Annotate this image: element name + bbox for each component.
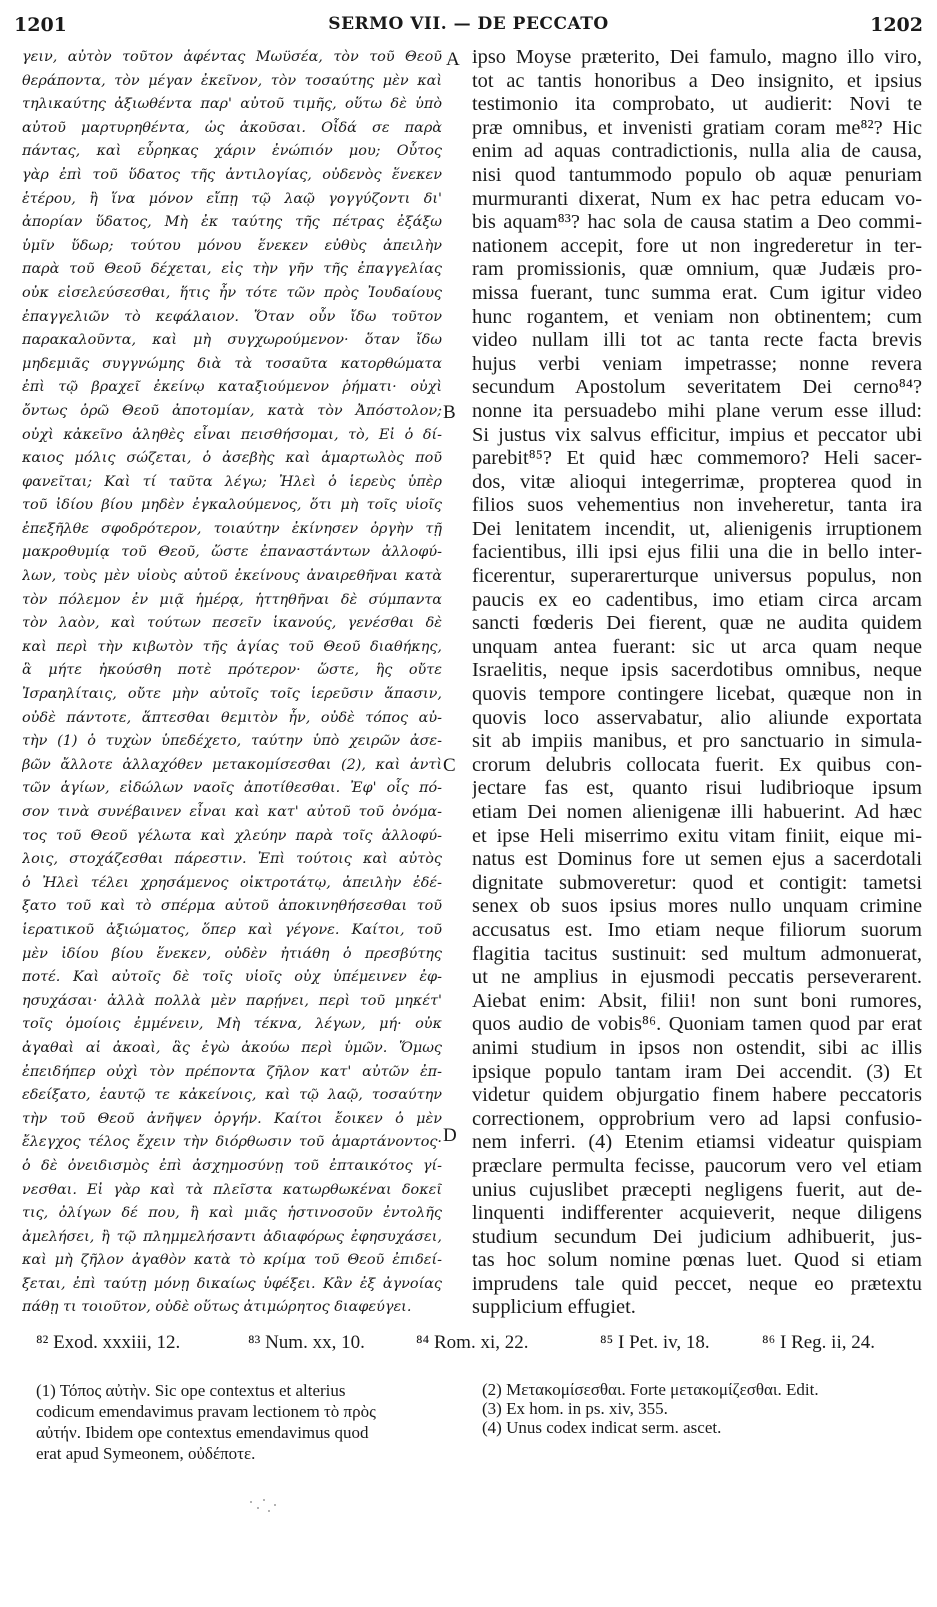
text-line: præclare permulta fecisse, paucorum vero vel etiam [472, 1154, 922, 1177]
scripture-ref: ⁸³ Num. xx, 10. [248, 1332, 365, 1353]
text-line: πάθῃ τι τοιοῦτον, οὐδὲ οὕτως ἀτιμώρητος διαφεύγει. [22, 1299, 412, 1316]
text-line: nationem accepit, fore ut non ingrederetur in ter- [472, 234, 922, 257]
text-line: studium secundum Dei judicium adhibuerit, jus- [472, 1225, 922, 1248]
text-line: βῶν ἄλλοτε ἀλλαχόθεν μετακομίσεσθαι (2), καὶ ἀντὶ [22, 756, 442, 773]
text-line: ἀπορίαν ὕδατος, Μὴ ἐκ ταύτης τῆς πέτρας ἐξάξω [22, 214, 442, 231]
text-line: καιος μόλις σώζεται, ὁ ἀσεβὴς καὶ ἁμαρτωλὸς ποῦ [22, 450, 442, 467]
text-line: accusatus est. Imo etiam neque filiorum suorum [472, 918, 922, 941]
text-line: video nullam illi tot ac tanta recte facta brevis [472, 329, 922, 352]
page-header [8, 14, 929, 40]
text-line: præ omnibus, et invenisti gratiam coram me⁸²? Hic [472, 116, 922, 139]
scripture-ref: ⁸⁴ Rom. xi, 22. [416, 1332, 529, 1353]
text-line: πάντας, καὶ εὗρηκας χάριν ἐνώπιόν μου; Οὗτος [22, 143, 442, 160]
text-line: sancti fœderis Dei fierent, quæ ne audita quidem [472, 612, 922, 635]
text-line: ἐπὶ τῷ βραχεῖ ἐκείνῳ καταξιούμενον ῥήματι· οὐχὶ [22, 379, 442, 396]
text-line: καὶ μὴ ζῆλον ἀγαθὸν κατὰ τὸ κρίμα τοῦ Θεοῦ ἐπιδεί- [22, 1252, 442, 1269]
text-line: linquenti indifferenter acquieverit, neque diligens [472, 1202, 922, 1225]
text-line: unius cujuslibet præcepti negligens fuerit, aut de- [472, 1178, 922, 1201]
text-line: sit ab impiis manibus, et pro sanctuario in simula- [472, 730, 922, 753]
text-line: ξεται, ἐπὶ ταύτῃ μόνῃ δικαίως ὑφέξει. Κἂν ἐξ ἀγνοίας [22, 1275, 442, 1292]
text-line: ὑμῖν ὕδωρ; τούτου μόνου ἕνεκεν εὐθὺς ἀπειλὴν [22, 237, 442, 254]
text-line: παρὰ τοῦ Θεοῦ δέχεται, εἰς τὴν γῆν τῆς ἐπαγγελίας [22, 261, 442, 278]
text-line: dignitate submoveretur: quod et contigit: tametsi [472, 871, 922, 894]
text-line: μὲν ἰδίου βίου ἕνεκεν, οὐδὲν ἠτιάθη ὁ πρεσβύτης [22, 945, 442, 962]
text-line: hujus verbi veniam impetrasse; nonne revera [472, 352, 922, 375]
scripture-ref: ⁸² Exod. xxxiii, 12. [36, 1332, 181, 1353]
text-line: ἐπαγγελιῶν τὸ κεφάλαιον. Ὅταν οὖν ἴδω τοῦτον [22, 308, 442, 325]
text-line: μηδεμιᾶς συγγνώμης διὰ τὰ τοσαῦτα κατορθώματα [22, 355, 442, 372]
footnote-line: αὐτήν. Ibidem ope contextus emendavimus quod [36, 1423, 369, 1442]
text-line: εδείξατο, ἑαυτῷ τε κἀκείνοις, καὶ τῷ λαῷ, τοσαύτην [22, 1087, 442, 1104]
text-line: τῶν ἁγίων, εἰδώλων ναοῖς ἀποτίθεσθαι. Ἐφ' οἷς πό- [22, 780, 442, 797]
text-line: μακροθυμίᾳ τοῦ Θεοῦ, ὥστε ἐπαναστάντων ἀλλοφύ- [22, 544, 442, 561]
text-line: λοις, στοχάζεσθαι πάρεστιν. Ἐπὶ τούτοις καὶ αὐτὸς [22, 851, 442, 868]
text-line: οὐδὲ πάντοτε, ἅπτεσθαι θεμιτὸν ἦν, οὐδὲ τόπος αὐ- [22, 709, 442, 726]
text-line: dos, vitæ alioqui integerrimæ, propterea quod in [472, 470, 922, 493]
text-line: filios suos vehementius non inveheretur, tanta ira [472, 494, 922, 517]
text-line: enim ad aquas contradictionis, nulla alia de causa, [472, 140, 922, 163]
footnote-line: (2) Μετακομίσεσθαι. Forte μετακομίζεσθαι. Edit. [482, 1380, 819, 1399]
text-line: ipsique populo tantam iram Dei accendit. (3) Et [472, 1060, 922, 1083]
footnotes-right [482, 1380, 922, 1437]
latin-text-column [472, 46, 922, 1318]
text-line: ἐπειδήπερ οὐχὶ τὸν πρέποντα ζῆλον κατ' αὐτῶν ἐπ- [22, 1063, 442, 1080]
text-line: jectare fas est, quanto risui ludibrioque ipsum [472, 777, 922, 800]
text-line: crorum delubris collocata fuerit. Ex quibus con- [472, 753, 922, 776]
text-line: murmuranti dixerat, Num ex hac petra educam vo- [472, 187, 922, 210]
text-line: secundum Apostolum severitatem Dei cerno⁸⁴? [472, 376, 922, 399]
text-line: ξατο τοῦ καὶ τὸ σπέρμα αὐτοῦ ἀποκινηθήσεσθαι τοῦ [22, 898, 442, 915]
scripture-ref: ⁸⁵ I Pet. iv, 18. [600, 1332, 710, 1353]
text-line: Aiebat enim: Absit, filii! non sunt boni rumores, [472, 989, 922, 1012]
text-line: παρακαλοῦντα, καὶ μὴ συγχωρούμενον· ὅταν ἴδω [22, 332, 442, 349]
text-line: parebit⁸⁵? Et quid hæc commemoro? Heli sacer- [472, 447, 922, 470]
text-line: bis aquam⁸³? hac sola de causa statim a Deo commi- [472, 211, 922, 234]
footnote-line: erat apud Symeonem, οὐδέποτε. [36, 1444, 256, 1463]
text-line: ὁ δὲ ὀνειδισμὸς ἐπὶ ἀσχημοσύνῃ τοῦ ἐπταικότος γί- [22, 1157, 442, 1174]
right-page-number: 1202 [870, 14, 923, 36]
text-line: Si justus vix salvus efficitur, impius et peccator ubi [472, 423, 922, 446]
text-line: videtur quidem objurgatio finem habere peccatoris [472, 1084, 922, 1107]
text-line: hunc rogantem, et veniam non obtinentem; cum [472, 305, 922, 328]
text-line: τὸν πόλεμον ἐν μιᾷ ἡμέρᾳ, ἡττηθῆναι δὲ σύμπαντα [22, 591, 442, 608]
text-line: τοῖς ὁμοίοις ἐμμένειν, Μὴ τέκνα, λέγων, μή· οὐκ [22, 1016, 442, 1033]
text-line: paucis ex eo cadentibus, imo etiam circa arcam [472, 588, 922, 611]
text-line: ησυχάσαι· ἀλλὰ πολλὰ μὲν παρῄνει, περὶ τοῦ μηκέτ' [22, 992, 442, 1009]
text-line: ἱερατικοῦ ἀξιώματος, ὅπερ καὶ γέγονε. Καίτοι, τοῦ [22, 921, 442, 938]
text-line: et ipse Heli miserrimo exitu vitam finiit, eique mi- [472, 824, 922, 847]
margin-letter-b: B [443, 402, 456, 423]
running-title: SERMO VII. — DE PECCATO [328, 14, 609, 34]
text-line: missa fuerant, tunc summa erat. Cum igitur video [472, 281, 922, 304]
text-line: ἃ μήτε ἠκούσθη ποτὲ πρότερον· ὥστε, ἣς οὔτε [22, 662, 442, 679]
text-line: ὄντως ὁρῶ Θεοῦ ἀποτομίαν, κατὰ τὸν Ἀπόστολον; [22, 402, 442, 419]
text-line: τὴν (1) ὁ τυχὼν ὑπεδέχετο, ταύτην ὑπὸ χειρῶν ἀσε- [22, 733, 442, 750]
text-line: ipso Moyse præterito, Dei famulo, magno illo viro, [472, 46, 922, 68]
text-line: φανεῖται; Καὶ τί ταῦτα λέγω; Ἠλεὶ ὁ ἱερεὺς ὑπὲρ [22, 473, 442, 490]
text-line: ἀγαθαὶ αἱ ἀκοαὶ, ἃς ἐγὼ ἀκούω περὶ ὑμῶν. Ὅμως [22, 1039, 442, 1056]
text-line: ποτέ. Καὶ αὐτοῖς δὲ τοῖς υἱοῖς οὐχ ὑπέμεινεν ἐφ- [22, 969, 442, 986]
margin-letter-c: C [443, 755, 456, 776]
text-line: γὰρ ἐπὶ τοῦ ὕδατος τῆς ἀντιλογίας, οὐδενὸς ἕνεκεν [22, 166, 442, 183]
text-line: ἑτέρου, ἢ ἵνα μόνον εἴπῃ τῷ λαῷ γογγύζοντι δι' [22, 190, 442, 207]
greek-text-column [22, 46, 442, 1318]
text-line: supplicium effugiet. [472, 1296, 636, 1319]
text-line: τις, ὀλίγων δέ που, ἢ καὶ μιᾶς ἡστινοσοῦν ἐντολῆς [22, 1205, 442, 1222]
text-line: τὸν λαὸν, καὶ τούτων πεσεῖν ἱκανούς, γενέσθαι δὲ [22, 615, 442, 632]
text-line: ram promissionis, quæ omnium, quæ Judæis pro- [472, 258, 922, 281]
left-page-number: 1201 [14, 14, 67, 36]
text-line: nem inferri. (4) Etenim etiamsi videatur quispiam [472, 1131, 922, 1154]
text-line: senex ob suos ipsius mores nullo unquam crimine [472, 895, 922, 918]
text-line: correctionem, opprobrium vero ad lapsi confusio- [472, 1107, 922, 1130]
paper-speck [248, 1497, 278, 1517]
text-line: natus est Dominus fore ut semen ejus a sacerdotali [472, 848, 922, 871]
footnote-line: (1) Τόπος αὐτὴν. Sic ope contextus et alterius [36, 1381, 346, 1400]
text-line: ἀμελήσει, ἢ τῷ πλημμελήσαντι ἀδιαφόρως ἐφησυχάσει, [22, 1228, 442, 1245]
margin-letter-d: D [443, 1125, 457, 1146]
text-line: οὐκ εἰσελεύσεσθαι, ἥτις ἦν τότε τῶν πρὸς Ἰουδαίους [22, 284, 442, 301]
text-line: σον τινὰ συνέβαινεν εἶναι καὶ κατ' αὐτοῦ τοῦ ὀνόμα- [22, 804, 442, 820]
text-line: tas hoc solum nomine pœnas luet. Quod si etiam [472, 1249, 922, 1272]
text-line: ἔλεγχος τέλος ἔχειν τὴν διόρθωσιν τοῦ ἁμαρτάνοντος· [22, 1134, 442, 1151]
text-line: νεσθαι. Εἰ γὰρ καὶ τὰ πλεῖστα κατωρθωκέναι δοκεῖ [22, 1181, 442, 1198]
scripture-ref: ⁸⁶ I Reg. ii, 24. [762, 1332, 875, 1353]
footnotes-left [36, 1380, 446, 1464]
text-line: γειν, αὐτὸν τοῦτον ἀφέντας Μωϋσέα, τὸν τοῦ Θεοῦ [22, 49, 442, 65]
text-line: ut ne amplius in ejusmodi peccatis perseverarent. [472, 966, 922, 989]
text-line: nisi quod tantummodo populo ob aquæ penuriam [472, 163, 922, 186]
text-line: quos audio de vobis⁸⁶. Quoniam tamen quod par erat [472, 1013, 922, 1036]
text-line: ficerentur, superarerturque universus populus, non [472, 565, 922, 588]
text-line: τηλικαύτης ἀξιωθέντα παρ' αὐτοῦ τιμῆς, οὕτω δὲ ὑπὸ [22, 96, 442, 113]
text-line: τος τοῦ Θεοῦ γέλωτα καὶ χλεύην παρὰ τοῖς ἀλλοφύ- [22, 827, 442, 844]
margin-letter-a: A [446, 49, 460, 70]
text-line: quovis loco asservabatur, alio aliunde exportata [472, 706, 922, 729]
footnote-line: (3) Ex hom. in ps. xiv, 355. [482, 1399, 668, 1418]
footnote-line: codicum emendavimus pravam lectionem τὸ πρὸς [36, 1402, 376, 1421]
text-line: imprudens tale quid peccet, neque eo prætextu [472, 1272, 922, 1295]
text-line: testimonio ita comprobato, ut audierit: Novi te [472, 93, 922, 116]
text-line: Dei lenitatem incendit, ut, alienigenis irruptionem [472, 517, 922, 540]
text-line: ὁ Ἠλεὶ τέλει χρησάμενος οἰκτροτάτῳ, ἀπειλὴν ἐδέ- [22, 874, 442, 891]
footnote-line: (4) Unus codex indicat serm. ascet. [482, 1418, 722, 1437]
text-line: Ἰσραηλίταις, οὔτε μὴν αὐτοῖς τοῖς ἱερεῦσιν ἅπασιν, [22, 686, 442, 703]
text-line: flagitia tacitus sustinuit: sed multum admonuerat, [472, 942, 922, 965]
text-line: quovis tempore contingere licebat, quæque non in [472, 683, 922, 706]
text-line: facientibus, illi ipsi ejus filii una die in bello inter- [472, 541, 922, 564]
text-line: θεράποντα, τὸν μέγαν ἐκεῖνον, τὸν τοσαύτης μὲν καὶ [22, 72, 442, 89]
text-line: unquam antea fuerant: sic ut arca quam neque [472, 635, 922, 658]
text-line: τὴν τοῦ Θεοῦ ἀνῆψεν ὀργήν. Καίτοι ἔοικεν ὁ μὲν [22, 1110, 442, 1127]
text-line: τοῦ ἰδίου βίου μηδὲν ἐγκαλούμενος, ὅτι μὴ τοῖς υἱοῖς [22, 497, 442, 514]
text-line: καὶ περὶ τὴν κιβωτὸν τῆς ἁγίας τοῦ Θεοῦ διαθήκης, [22, 638, 442, 655]
text-line: λων, τοὺς μὲν υἱοὺς αὐτοῦ ἐκείνους ἀναιρεθῆναι κατὰ [22, 568, 442, 585]
text-line: οὐχὶ κἀκεῖνο ἀληθὲς εἶναι πεισθήσομαι, τὸ, Εἰ ὁ δί- [22, 426, 442, 443]
text-line: animi studium in ipsos non ostendit, sibi ac illis [472, 1036, 922, 1059]
text-line: ἐπεξῆλθε σφοδρότερον, τοιαύτην ἐκίνησεν ὀργὴν τῇ [22, 520, 442, 537]
text-line: etiam Dei nomen alienigenæ illi habuerint. Ad hæc [472, 801, 922, 823]
text-line: tot ac tantis honoribus a Deo insignito, et ipsius [472, 69, 922, 92]
text-line: Israelitis, neque ipsis sacerdotibus omnibus, neque [472, 659, 922, 682]
text-line: αὐτοῦ μαρτυρηθέντα, ὡς ἀκοῦσαι. Οἶδά σε παρὰ [22, 119, 442, 136]
text-line: nonne ita persuadebo mihi plane verum esse illud: [472, 399, 922, 422]
